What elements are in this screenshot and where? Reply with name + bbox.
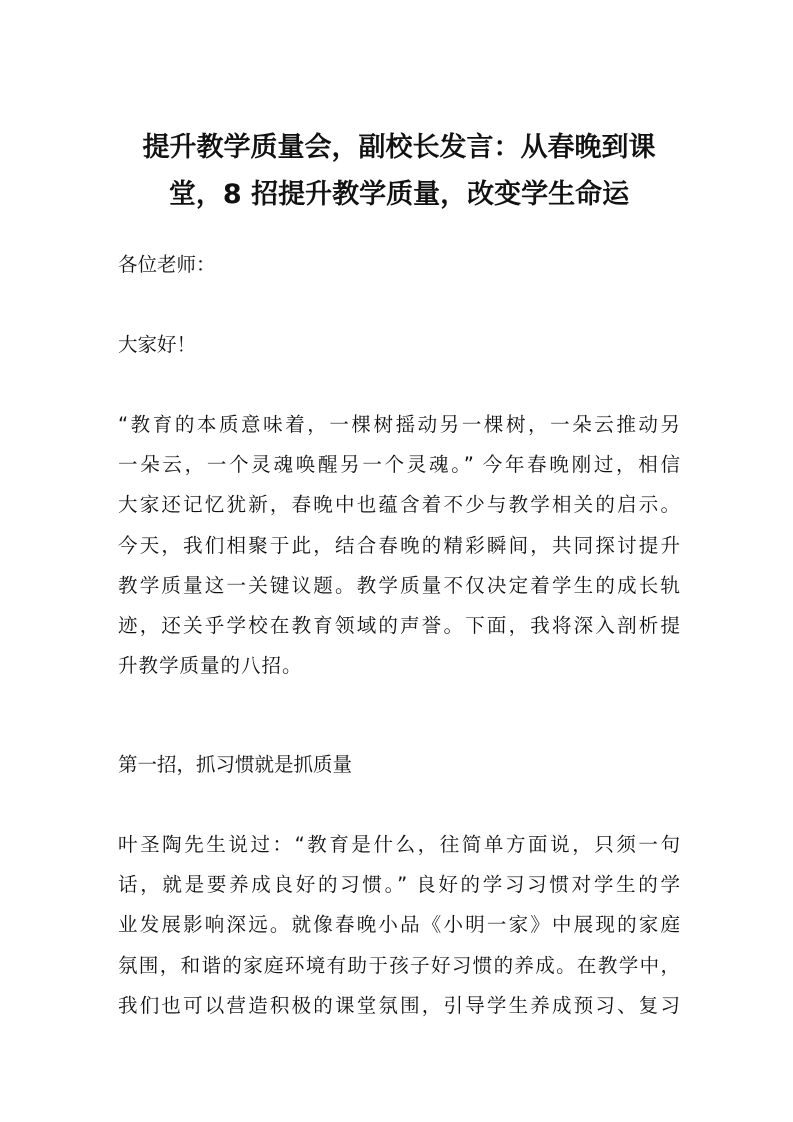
paragraph-line: 一朵云，一个灵魂唤醒另一个灵魂。” 今年春晚刚过，相信	[118, 453, 680, 476]
paragraph-line: 大家还记忆犹新，春晚中也蕴含着不少与教学相关的启示。	[118, 493, 680, 516]
paragraph-line: 话，就是要养成良好的习惯。” 良好的学习习惯对学生的学	[118, 873, 680, 896]
title-line: 提升教学质量会，副校长发言：从春晚到课	[142, 132, 656, 163]
section-heading: 第一招，抓习惯就是抓质量	[118, 753, 353, 776]
greeting: 大家好！	[118, 333, 197, 356]
paragraph-line: 升教学质量的八招。	[118, 654, 303, 677]
paragraph-line: 今天，我们相聚于此，结合春晚的精彩瞬间，共同探讨提升	[118, 534, 680, 557]
paragraph-line: 氛围，和谐的家庭环境有助于孩子好习惯的养成。在教学中，	[118, 954, 680, 977]
paragraph-line: 迹，还关乎学校在教育领域的声誉。下面，我将深入剖析提	[118, 614, 680, 637]
title-line: 堂，8 招提升教学质量，改变学生命运	[168, 179, 630, 210]
salutation: 各位老师：	[118, 253, 216, 276]
paragraph-line: “教育的本质意味着，一棵树摇动另一棵树，一朵云推动另	[118, 413, 680, 436]
paragraph-line: 我们也可以营造积极的课堂氛围，引导学生养成预习、复习	[118, 994, 680, 1017]
paragraph-line: 教学质量这一关键议题。教学质量不仅决定着学生的成长轨	[118, 574, 680, 597]
paragraph-line: 业发展影响深远。就像春晚小品《小明一家》中展现的家庭	[118, 913, 680, 936]
paragraph-line: 叶圣陶先生说过：“教育是什么，往简单方面说，只须一句	[118, 833, 680, 856]
